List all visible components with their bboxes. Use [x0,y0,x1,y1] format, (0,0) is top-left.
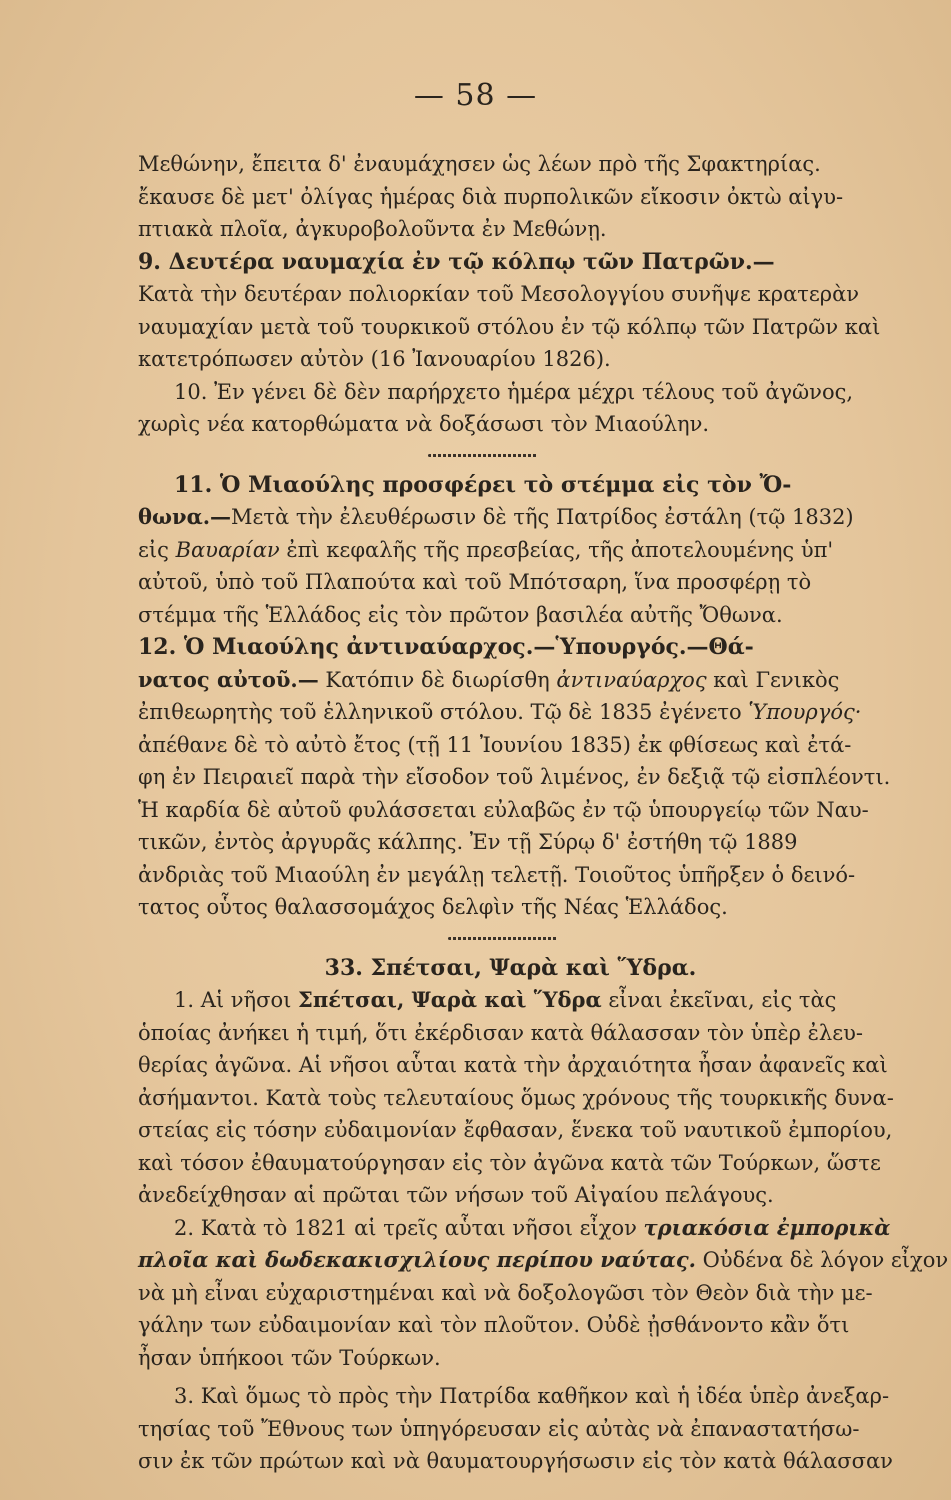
body-text [138,148,949,1478]
text-line [138,984,883,1017]
text-line: ναυμαχίαν μετὰ τοῦ τουρκικοῦ στόλου ἐν τῷ κόλπῳ τῶν Πατρῶν καὶ [138,314,881,339]
text-span: Κατόπιν δὲ διωρίσθη [318,667,557,692]
item-9-heading: 9. Δευτέρα ναυμαχία ἐν τῷ κόλπῳ τῶν Πατρῶν.— [138,248,775,275]
text-line: ὁποίας ἀνήκει ἡ τιμή, ὅτι ἐκέρδισαν κατὰ θάλασσαν τὸν ὑπὲρ ἐλευ- [138,1020,863,1045]
item-12-heading-end: νατος αὐτοῦ.— [138,666,319,692]
text-line [138,501,883,534]
ornamental-divider [138,924,883,952]
italic-span: τριακόσια ἐμπορικὰ [643,1214,891,1240]
text-line: 10. Ἐν γένει δὲ δὲν παρήρχετο ἡμέρα μέχρι τέλους τοῦ ἀγῶνος, [174,379,854,404]
text-line: ἀπέθανε δὲ τὸ αὐτὸ ἔτος (τῇ 11 Ἰουνίου 1835) ἐκ φθίσεως καὶ ἐτά- [138,732,852,757]
item-11-heading-end: θωνα.— [138,504,232,529]
text-line: 3. Καὶ ὅμως τὸ πρὸς τὴν Πατρίδα καθῆκον καὶ ἡ ἰδέα ὑπὲρ ἀνεξαρ- [174,1384,890,1408]
text-line: σιν ἐκ τῶν πρώτων καὶ νὰ θαυματουργήσωσιν εἰς τὸν κατὰ θάλασσαν [138,1449,893,1473]
text-line: τατος οὗτος θαλασσομάχος δελφὶν τῆς Νέας Ἑλλάδος. [138,895,728,919]
text-line: στείας εἰς τόσην εὐδαιμονίαν ἔφθασαν, ἕνεκα τοῦ ναυτικοῦ ἐμπορίου, [138,1118,893,1142]
text-span: 1. Αἱ νῆσοι [174,988,299,1012]
text-span: Μετὰ τὴν ἐλευθέρωσιν δὲ τῆς Πατρίδος ἐστάλη (τῷ 1832) [231,505,854,529]
text-span: 2. Κατὰ τὸ 1821 αἱ τρεῖς αὗται νῆσοι εἶχον [174,1215,644,1240]
text-line: νὰ μὴ εἶναι εὐχαριστημέναι καὶ νὰ δοξολογῶσι τὸν Θεὸν διὰ τὴν με- [138,1280,873,1305]
text-span: καὶ Γενικὸς [706,667,840,692]
text-line: Μεθώνην, ἔπειτα δ' ἐναυμάχησεν ὡς λέων πρὸ τῆς Σφακτηρίας. [138,152,821,176]
text-line: αὐτοῦ, ὑπὸ τοῦ Πλαπούτα καὶ τοῦ Μπότσαρη, ἵνα προσφέρῃ τὸ [138,570,812,594]
text-line: καὶ τόσον ἐθαυματούργησαν εἰς τὸν ἀγῶνα κατὰ τῶν Τούρκων, ὥστε [138,1150,881,1175]
section-heading: 33. Σπέτσαι, Ψαρὰ καὶ Ὕδρα. [324,954,697,981]
text-span: ἐπιθεωρητὴς τοῦ ἑλληνικοῦ στόλου. Τῷ δὲ 1835 ἐγένετο [138,700,742,724]
italic-span: Ὑπουργός· [741,700,862,724]
text-line: τικῶν, ἐντὸς ἀργυρᾶς κάλπης. Ἐν τῇ Σύρῳ δ' ἐστήθη τῷ 1889 [138,830,798,854]
page-number: — 58 — [413,78,538,113]
text-line: ἀνδριὰς τοῦ Μιαούλη ἐν μεγάλῃ τελετῇ. Τοιοῦτος ὑπῆρξεν ὁ δεινό- [138,862,856,887]
italic-span: ἀντιναύαρχος [556,667,707,692]
text-line: χωρὶς νέα κατορθώματα νὰ δοξάσωσι τὸν Μιαούλην. [138,412,710,436]
text-line [138,1244,949,1277]
text-line: ἔκαυσε δὲ μετ' ὀλίγας ἡμέρας διὰ πυρπολικῶν εἴκοσιν ὀκτὼ αἰγυ- [138,184,844,209]
text-line: θερίας ἀγῶνα. Αἱ νῆσοι αὗται κατὰ τὴν ἀρχαιότητα ἦσαν ἀφανεῖς καὶ [138,1053,888,1077]
bold-span: Σπέτσαι, Ψαρὰ καὶ Ὕδρα [298,987,602,1012]
text-line: πτιακὰ πλοῖα, ἀγκυροβολοῦντα ἐν Μεθώνῃ. [138,217,607,241]
item-11-heading: 11. Ὁ Μιαούλης προσφέρει τὸ στέμμα εἰς τὸν Ὄ- [174,471,792,498]
text-span: εἶναι ἐκεῖναι, εἰς τὰς [601,988,837,1012]
text-line: ἀνεδείχθησαν αἱ πρῶται τῶν νήσων τοῦ Αἰγαίου πελάγους. [138,1183,774,1207]
text-span: ἐπὶ κεφαλῆς τῆς πρεσβείας, τῆς ἀποτελουμένης ὑπ' [279,537,834,562]
text-span: εἰς [138,537,176,562]
text-line: φη ἐν Πειραιεῖ παρὰ τὴν εἴσοδον τοῦ λιμένος, ἐν δεξιᾷ τῷ εἰσπλέοντι. [138,765,891,789]
text-line: ἀσήμαντοι. Κατὰ τοὺς τελευταίους ὅμως χρόνους τῆς τουρκικῆς δυνα- [138,1085,894,1110]
text-line [138,1212,891,1245]
text-line [138,696,883,729]
item-12-heading: 12. Ὁ Μιαούλης ἀντιναύαρχος.—Ὑπουργός.—Θά- [138,634,754,660]
text-line: γάλην των εὐδαιμονίαν καὶ τὸν πλοῦτον. Οὐδὲ ᾐσθάνοντο κἂν ὅτι [138,1313,850,1337]
italic-span: Βαυαρίαν [175,537,280,562]
ornamental-divider [138,441,883,469]
text-line: Κατὰ τὴν δευτέραν πολιορκίαν τοῦ Μεσολογγίου συνῆψε κρατερὰν [138,282,860,306]
text-line: Ἡ καρδία δὲ αὐτοῦ φυλάσσεται εὐλαβῶς ἐν τῷ ὑπουργείῳ τῶν Ναυ- [138,797,869,822]
text-line [138,534,883,567]
text-line: ἦσαν ὑπήκοοι τῶν Τούρκων. [138,1345,441,1370]
text-line: τησίας τοῦ Ἔθνους των ὑπηγόρευσαν εἰς αὐτὰς νὰ ἐπαναστατήσω- [138,1416,860,1441]
italic-span: πλοῖα καὶ δωδεκακισχιλίους περίπου ναύτας. [138,1247,696,1272]
text-line [138,664,883,697]
text-line: κατετρόπωσεν αὐτὸν (16 Ἰανουαρίου 1826). [138,347,611,371]
text-line: στέμμα τῆς Ἑλλάδος εἰς τὸν πρῶτον βασιλέα αὐτῆς Ὄθωνα. [138,602,783,627]
text-span: Οὐδένα δὲ λόγον εἶχον [695,1248,949,1272]
